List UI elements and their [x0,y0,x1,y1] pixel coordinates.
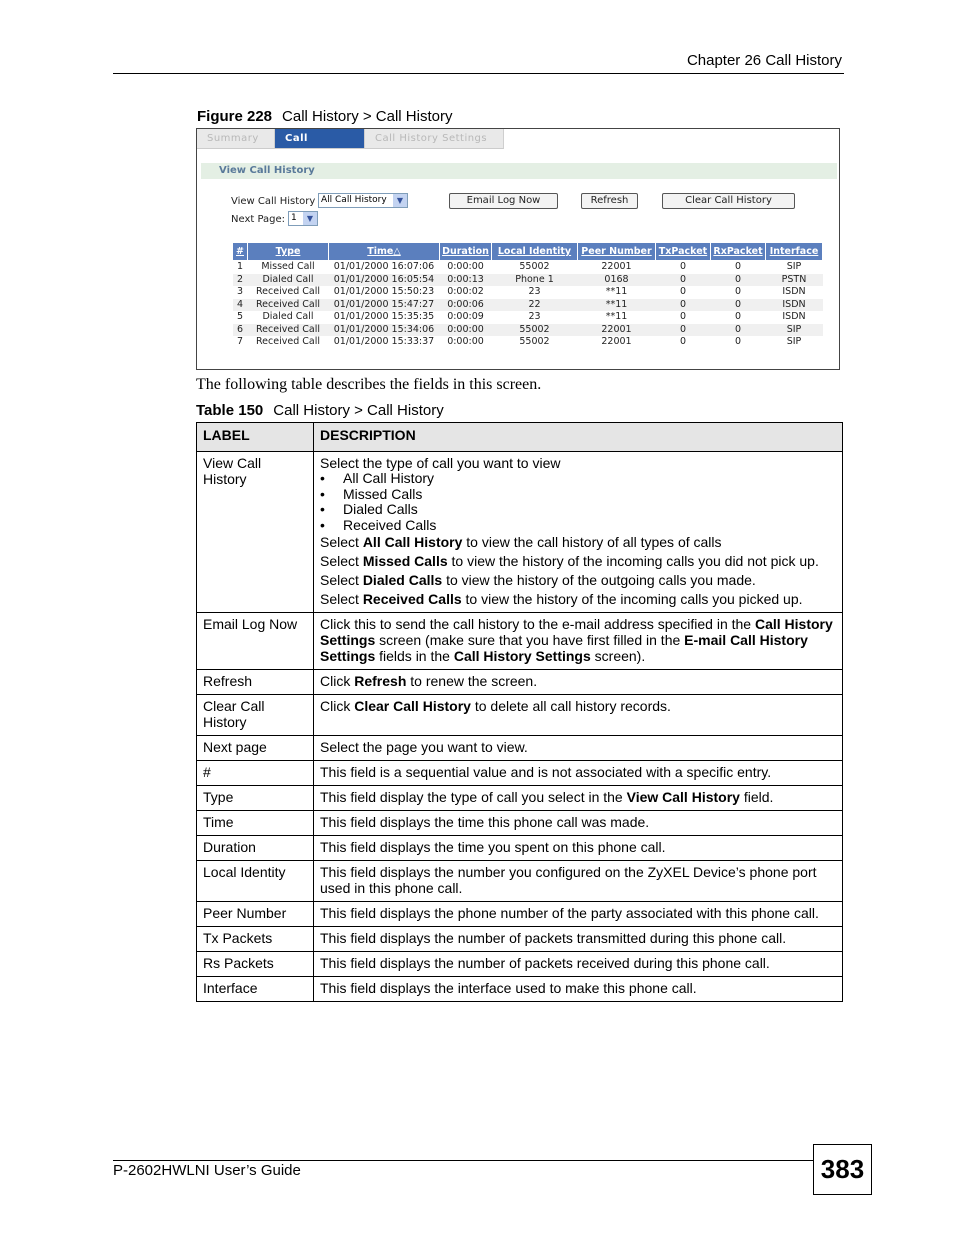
chapter-header: Chapter 26 Call History [686,52,842,69]
row-label: Peer Number [197,902,314,927]
row-label: Rs Packets [197,952,314,977]
view-call-history-value: All Call History [321,195,387,205]
row-label: Time [197,811,314,836]
list-item: • All Call History [320,471,836,487]
table-cell: **11 [578,299,656,312]
table-cell: **11 [578,311,656,324]
col-number: # [233,243,248,261]
list-item: • Received Calls [320,518,836,534]
table-cell: 2 [233,274,248,287]
row-description: This field displays the time this phone call was made. [314,811,843,836]
col-time[interactable] [329,243,440,261]
tab-call-history-settings[interactable]: Call History Settings [365,129,504,149]
row-label: Local Identity [197,861,314,902]
table-cell: 0 [656,336,711,349]
row-label: Next page [197,736,314,761]
table-row [197,613,843,670]
table-cell: 3 [233,286,248,299]
row-description: This field is a sequential value and is not associated with a specific entry. [314,761,843,786]
table-cell: 01/01/2000 16:07:06 [329,261,440,274]
table-row [197,902,843,927]
table-cell: 01/01/2000 16:05:54 [329,274,440,287]
table-cell: PSTN [766,274,823,287]
guide-title: P-2602HWLNI User’s Guide [113,1162,301,1179]
row-description: This field displays the number you configured on the ZyXEL Device’s phone port used in this phone call. [314,861,843,902]
table-cell: Missed Call [248,261,329,274]
call-history-screenshot [196,128,840,370]
col-duration[interactable]: Duration [440,243,492,261]
row-description: This field displays the number of packets received during this phone call. [314,952,843,977]
row-description: This field displays the phone number of the party associated with this phone call. [314,902,843,927]
row-description: Click Refresh to renew the screen. [314,670,843,695]
page-number: 383 [813,1144,872,1195]
table-cell: 0:00:06 [440,299,492,312]
table-cell: Dialed Call [248,311,329,324]
clear-call-history-button[interactable]: Clear Call History [662,193,795,209]
tab-summary[interactable]: Summary [197,129,275,149]
table-row [233,286,823,299]
table-cell: 0 [711,299,766,312]
table-row [197,811,843,836]
table-row [197,695,843,736]
email-log-now-button[interactable]: Email Log Now [449,193,558,209]
table-cell: Received Call [248,299,329,312]
row-description: This field displays the interface used to make this phone call. [314,977,843,1002]
table-cell: 01/01/2000 15:33:37 [329,336,440,349]
table-row [197,761,843,786]
table-cell: 0 [711,336,766,349]
col-time-label: Time [367,246,394,257]
table-cell: 0 [711,274,766,287]
chevron-down-icon: ▼ [393,194,407,207]
row-description: This field displays the time you spent on this phone call. [314,836,843,861]
row-label: Type [197,786,314,811]
col-tx-packet[interactable]: TxPacket [656,243,711,261]
view-lead: Select the type of call you want to view [320,455,561,471]
table-cell: 22001 [578,336,656,349]
next-page-select[interactable] [288,211,318,226]
row-description [314,452,843,613]
table-cell: Received Call [248,324,329,337]
table-row [197,786,843,811]
table-cell: 6 [233,324,248,337]
table-row [197,452,843,613]
table-cell: **11 [578,286,656,299]
table-cell: 23 [492,311,578,324]
view-call-history-label: View Call History [231,196,316,207]
figure-title: Call History > Call History [282,108,453,125]
table-cell: 0:00:09 [440,311,492,324]
table-cell: 0:00:00 [440,261,492,274]
table-row [197,836,843,861]
figure-caption [197,108,452,125]
call-history-header-row [233,243,823,261]
table-cell: Dialed Call [248,274,329,287]
table-header-row [197,423,843,452]
table-cell: ISDN [766,311,823,324]
table-row [197,952,843,977]
option-list [320,471,836,533]
row-label: Interface [197,977,314,1002]
sentence: Select Dialed Calls to view the history of the outgoing calls you made. [320,572,756,588]
intro-text: The following table describes the fields in this screen. [196,376,542,393]
row-description: Click Clear Call History to delete all call history records. [314,695,843,736]
next-page-label: Next Page: [231,214,286,225]
sort-up-icon: △ [393,246,401,257]
row-label: Clear Call History [197,695,314,736]
row-label: Duration [197,836,314,861]
tab-bar [197,129,504,163]
table-cell: ISDN [766,286,823,299]
next-page-value: 1 [291,213,297,223]
table-cell: Phone 1 [492,274,578,287]
description-header: DESCRIPTION [314,423,843,452]
table-row [197,736,843,761]
row-description: Select the page you want to view. [314,736,843,761]
table-cell: 0:00:02 [440,286,492,299]
table-row [233,324,823,337]
table-row [197,977,843,1002]
footer-rule [113,1160,813,1161]
table-cell: 22001 [578,261,656,274]
row-description: Click this to send the call history to the e-mail address specified in the Call History Settings screen (make sure that you have first filled in the E-mail Call History Settings fields in the Call History Settings screen). [314,613,843,670]
call-history-body [233,261,823,349]
sentence: Select All Call History to view the call history of all types of calls [320,534,722,550]
table-cell: SIP [766,324,823,337]
table-row [233,274,823,287]
table-cell: 7 [233,336,248,349]
table-cell: 0:00:13 [440,274,492,287]
table-cell: 0 [711,286,766,299]
row-label: # [197,761,314,786]
table-cell: 0 [656,324,711,337]
col-type[interactable]: Type [248,243,329,261]
table-cell: 0 [656,261,711,274]
row-label: Email Log Now [197,613,314,670]
row-label: Refresh [197,670,314,695]
table-cell: 22001 [578,324,656,337]
header-rule [113,73,844,74]
sentence: Select Received Calls to view the history of the incoming calls you picked up. [320,591,803,607]
row-description: This field display the type of call you select in the View Call History field. [314,786,843,811]
table-cell: 55002 [492,261,578,274]
table-cell: 22 [492,299,578,312]
row-label: View Call History [197,452,314,613]
table-title: Call History > Call History [273,402,444,419]
table-cell: 0 [711,261,766,274]
table-cell: 0 [711,311,766,324]
table-cell: 0 [656,274,711,287]
label-header: LABEL [197,423,314,452]
table-row [233,299,823,312]
figure-label: Figure 228 [197,108,273,125]
col-peer-number[interactable]: Peer Number [578,243,656,261]
table-cell: 0 [656,311,711,324]
row-label: Tx Packets [197,927,314,952]
col-interface[interactable]: Interface [766,243,823,261]
row-description: This field displays the number of packets transmitted during this phone call. [314,927,843,952]
table-cell: 0:00:00 [440,324,492,337]
table-cell: ISDN [766,299,823,312]
table-cell: 01/01/2000 15:35:35 [329,311,440,324]
table-cell: 0 [656,299,711,312]
list-item: • Missed Calls [320,487,836,503]
table-cell: SIP [766,261,823,274]
table-cell: Received Call [248,286,329,299]
table-row [197,670,843,695]
table-cell: 5 [233,311,248,324]
field-description-table [196,422,843,1002]
table-cell: 0168 [578,274,656,287]
table-cell: 1 [233,261,248,274]
table-cell: 55002 [492,324,578,337]
table-row [197,861,843,902]
table-cell: 01/01/2000 15:50:23 [329,286,440,299]
view-call-history-select[interactable] [318,193,408,208]
table-row [233,311,823,324]
table-cell: 4 [233,299,248,312]
table-row [233,261,823,274]
col-local-identity[interactable]: Local Identity [492,243,578,261]
table-cell: 01/01/2000 15:47:27 [329,299,440,312]
table-row [233,336,823,349]
table-cell: 0 [656,286,711,299]
table-cell: 01/01/2000 15:34:06 [329,324,440,337]
table-row [197,927,843,952]
table-cell: SIP [766,336,823,349]
call-history-table [232,242,823,349]
chevron-down-icon: ▼ [303,212,317,225]
col-rx-packet[interactable]: RxPacket [711,243,766,261]
refresh-button[interactable]: Refresh [581,193,638,209]
table-label: Table 150 [196,402,264,419]
table-cell: 55002 [492,336,578,349]
sentence: Select Missed Calls to view the history of the incoming calls you did not pick up. [320,553,819,569]
table-cell: 23 [492,286,578,299]
list-item: • Dialed Calls [320,502,836,518]
table-caption [196,402,444,419]
section-title: View Call History [201,163,837,179]
table-cell: Received Call [248,336,329,349]
table-cell: 0 [711,324,766,337]
tab-call-history[interactable]: Call History [275,129,365,149]
table-cell: 0:00:00 [440,336,492,349]
